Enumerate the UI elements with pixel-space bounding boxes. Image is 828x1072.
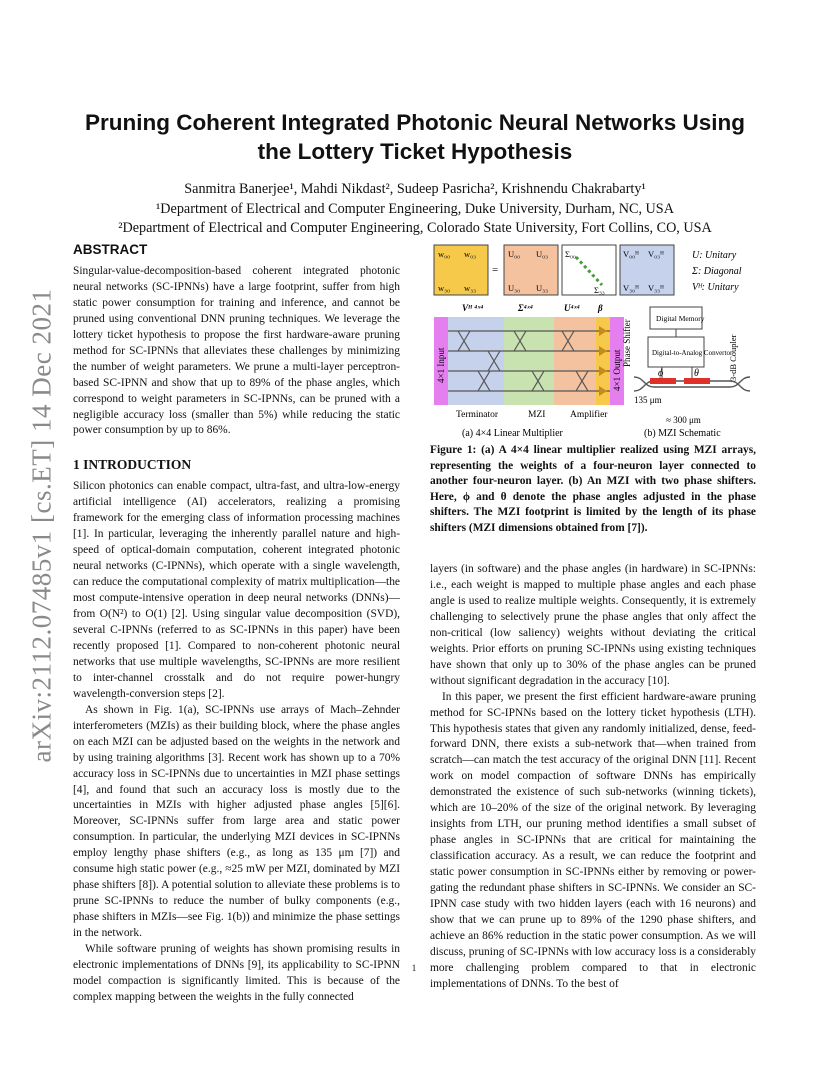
caption-a-label: (a) 4×4 Linear Multiplier [462, 428, 563, 439]
legend-unitary-u: U: Unitary [692, 250, 737, 261]
left-column [73, 242, 400, 1006]
theta-symbol: θ [694, 368, 699, 379]
digital-memory-label: Digital Memory [656, 314, 705, 323]
sigma-section-label: Σ⁴ˣ⁴ [518, 303, 533, 313]
affiliation-duke: ¹Department of Electrical and Computer Engineering, Duke University, Durham, NC, USA [156, 200, 674, 217]
arxiv-id-text: arXiv:2112.07485v1 [cs.ET] 14 Dec 2021 [26, 288, 57, 762]
caption-b-label: (b) MZI Schematic [644, 428, 721, 439]
introduction-heading: 1 INTRODUCTION [73, 457, 192, 473]
w03-label: w₀₃ [464, 249, 477, 259]
phi-symbol: ϕ [658, 368, 664, 379]
phase-shifter-label: Phase Shifter [622, 319, 632, 367]
w30-label: w₃₀ [438, 283, 451, 293]
v00-label: V₀₀ᴴ [623, 249, 639, 259]
paper-title: Pruning Coherent Integrated Photonic Neural Networks Using the Lottery Ticket Hypothesis [84, 110, 746, 164]
u33-label: U₃₃ [536, 283, 549, 293]
legend-unitary-v: Vᴴ: Unitary [692, 282, 739, 293]
vh-section-label: Vᴴ ⁴ˣ⁴ [462, 303, 484, 313]
u-mzi-array [554, 317, 596, 405]
mzi-label: MZI [528, 410, 546, 420]
output-label: 4×1 Output [612, 349, 622, 391]
figure-caption: Figure 1: (a) A 4×4 linear multiplier realized using MZI arrays, representing the weights of a four-neuron layer connected to another four-neuron layer. (b) An MZI with two phase shifters. Here, ϕ and θ denote the phase angles adjusted in the phase shifters. The MZI footprint is limited by the length of its phase shifters (MZI dimensions obtained from [7]). [430, 444, 756, 534]
v30-label: V₃₀ᴴ [623, 283, 639, 293]
coupler-label: 3-dB Coupler [728, 334, 738, 381]
intro-paragraph-3: While software pruning of weights has shown promising results in electronic implementations of DNNs [9], its applicability to SC-IPNN model compaction is significantly limited. This is because of the complex mapping between the weights in the fully connected [73, 943, 400, 1003]
sigma-mzi-array [504, 317, 554, 405]
right-column [430, 562, 756, 993]
s00-label: Σ₀₀ [565, 249, 576, 259]
u03-label: U₀₃ [536, 249, 549, 259]
dac-label: Digital-to-Analog Convertor [652, 349, 733, 357]
u-section-label: U⁴ˣ⁴ [564, 303, 580, 313]
amplifier-label: Amplifier [570, 410, 608, 420]
affiliation-csu: ²Department of Electrical and Computer Engineering, Colorado State University, Fort Collins, CO, USA [118, 220, 712, 236]
w00-label: w₀₀ [438, 249, 451, 259]
length-300-label: ≈ 300 μm [666, 415, 701, 425]
length-135-label: 135 μm [634, 395, 662, 405]
legend-diagonal-sigma: Σ: Diagonal [692, 266, 742, 277]
vh-mzi-array [448, 317, 504, 405]
u30-label: U₃₀ [508, 283, 521, 293]
terminator-label: Terminator [456, 410, 499, 420]
intro-paragraph-1: Silicon photonics can enable compact, ultra-fast, and ultra-low-energy artificial intelligence (AI) accelerators, realizing a promising framework for the emerging class of information processing machines [1]. In particular, leveraging the inherently parallel nature and high-speed of optical-domain computation, coherent integrated photonic neural networks (C-IPNNs), which operate with a single wavelength, can reduce the computational complexity of matrix multiplication—the most compute-intensive operation in deep neural networks (DNNs)—from O(N²) to O(1) [2]. Using singular value decomposition (SVD), several C-IPNNs (referred to as SC-IPNNs in this paper) have been recently proposed [1]. Compared to non-coherent photonic neural networks that use multiple wavelengths, SC-IPNNs are more resilient to inter-channel crosstalk and do not require power-hungry wavelength-conversion steps [2]. [73, 480, 400, 700]
author-block [75, 180, 755, 239]
right-paragraph-2: In this paper, we present the first efficient hardware-aware pruning method for SC-IPNNs based on the lottery ticket hypothesis (LTH). This hypothesis states that given any randomly initialized, dense, feed-forward DNN, there exists a sub-network that—when trained from scratch—can match the test accuracy of the original DNN [11]. Recent work on model compaction of software DNNs has empirically demonstrated the existence of such sub-networks (winning tickets), which are 10–20% of the size of the original network. By leveraging insights from LTH, our pruning method identifies a small subset of phase angles in SC-IPNNs that are critical for maintaining the classification accuracy. As a result, we can reduce the footprint and static power consumption in SC-IPNNs either by removing or power-gating the redundant phase shifters in SC-IPNNs. We consider an SC-IPNN case study with two hidden layers (each with 16 neurons) and show that we can prune up to 89% of the 1290 phase shifters, and achieve an 86% reduction in the static power consumption. As we will discuss, pruning of SC-IPNNs with low accuracy loss is a considerably more challenging problem compared to that in electronic implementations of DNNs. To the best of [430, 690, 756, 990]
arxiv-identifier [22, 290, 62, 760]
v03-label: V₀₃ᴴ [648, 249, 664, 259]
abstract-text: Singular-value-decomposition-based coherent integrated photonic neural networks (SC-IPNNs) have a large footprint, suffer from high static power consumption for training and inference, and cannot be pruned using conventional DNN pruning techniques. We leverage the lottery ticket hypothesis to propose the first hardware-aware pruning method for SC-IPNNs that alleviates these challenges by minimizing the number of weight parameters. We prune a multi-layer perceptron-based SC-IPNN and show that up to 89% of the phase angles, which correspond to weight parameters in SC-IPNNs, can be pruned with a negligible accuracy loss (smaller than 5%) while reducing the static power consumption by up to 86%. [73, 264, 400, 437]
v33-label: V₃₃ᴴ [648, 283, 664, 293]
abstract-heading: ABSTRACT [73, 242, 148, 257]
input-label: 4×1 Input [436, 347, 446, 383]
s33-label: Σ₃₃ [594, 285, 605, 295]
right-paragraph-1: layers (in software) and the phase angles (in hardware) in SC-IPNNs: i.e., each weight is mapped to multiple phase angles and each phase angle is used to realize multiple weights. Consequently, it is extremely challenging to selectively prune the phase angles that only affect the non-critical (low saliency) weights without deviating the critical weights. Prior efforts on pruning SC-IPNNs using existing techniques have shown that only up to 30% of the phase angles can be pruned without significant degradation in the accuracy [10]. [430, 563, 756, 687]
page-number: 1 [411, 963, 417, 973]
beta-section-label: β [598, 303, 603, 313]
figure-1 [430, 243, 756, 443]
equals-sign: = [492, 264, 499, 276]
u00-label: U₀₀ [508, 249, 521, 259]
w33-label: w₃₃ [464, 283, 477, 293]
intro-paragraph-2: As shown in Fig. 1(a), SC-IPNNs use arrays of Mach–Zehnder interferometers (MZIs) as their building block, where the phase angles on each MZI can be adjusted based on the weights in the network and by using training algorithms [3]. Recent work has shown up to a 70% accuracy loss in SC-IPNNs due to uncertainties in MZI phase settings [4], and found that such an accuracy loss is mostly due to the uncertainties in MZIs with higher adjusted phase angles [5][6]. Moreover, SC-IPNNs suffer from large area and static power consumption. In particular, the underlying MZI devices in SC-IPNNs employ lengthy phase shifters (e.g., as long as 135 μm [7]) and consume high static power (e.g., ≈25 mW per MZI, dominated by MZI phase shifters [8]). A potential solution to alleviate these problems is to prune SC-IPNNs to reduce the number of bulky components (e.g., phase shifters in MZIs—see Fig. 1(b)) and minimize the phase settings in the network. [73, 703, 400, 940]
figure-1-diagram [430, 243, 756, 443]
author-list: Sanmitra Banerjee¹, Mahdi Nikdast², Sudeep Pasricha², Krishnendu Chakrabarty¹ [184, 181, 646, 197]
